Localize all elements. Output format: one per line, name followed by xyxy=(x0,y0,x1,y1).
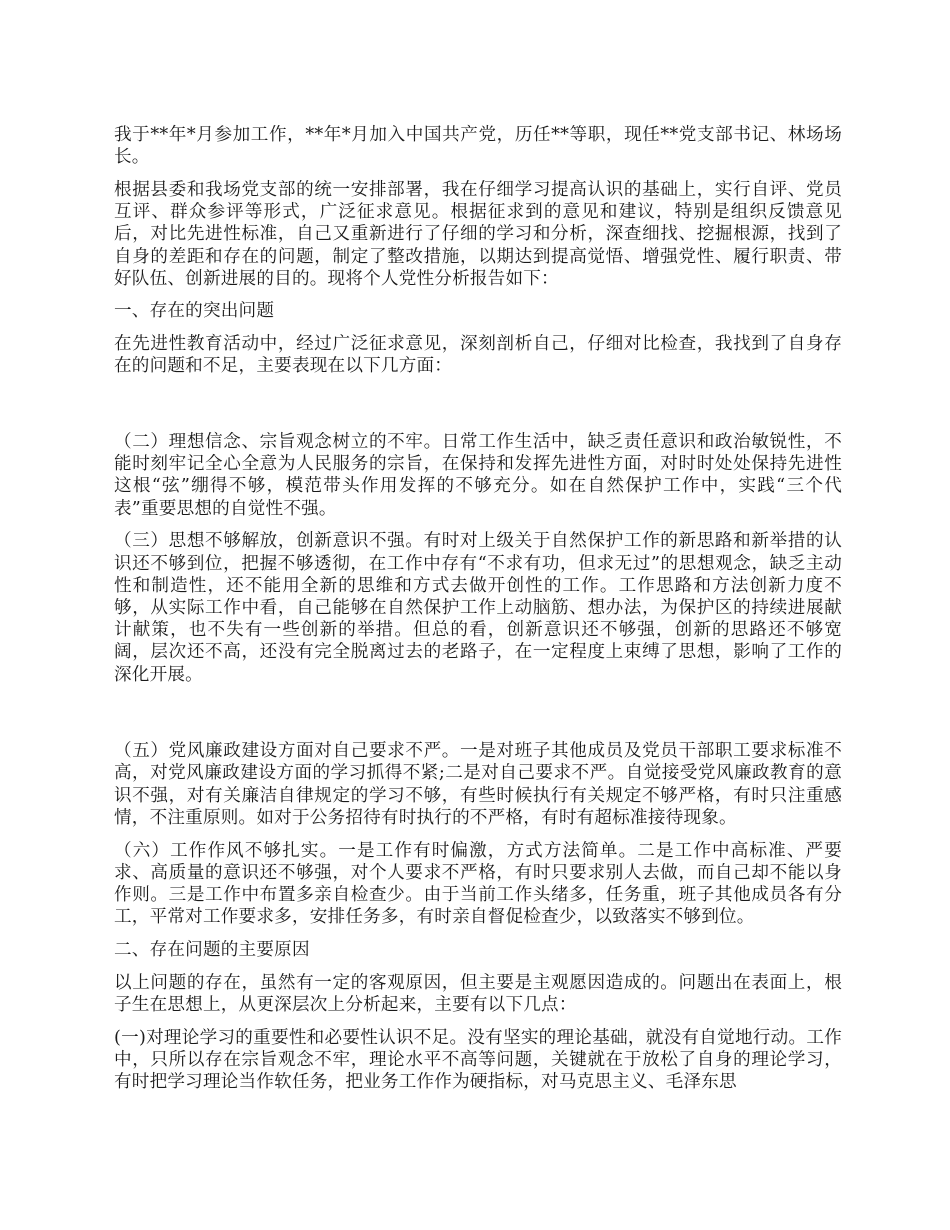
paragraph-intro: 我于**年*月参加工作，**年*月加入中国共产党，历任**等职，现任**党支部书记、林场场长。 xyxy=(114,125,842,168)
blank-gap xyxy=(114,696,842,740)
document-body xyxy=(114,124,842,1104)
section-heading-problems: 一、存在的突出问题 xyxy=(114,301,275,322)
paragraph-cause-1: (一)对理论学习的重要性和必要性认识不足。没有坚实的理论基础，就没有自觉地行动。工作中，只所以存在宗旨观念不牢，理论水平不高等问题，关键就在于放松了自身的理论学习，有时把学习理论当作软任务，把业务工作作为硬指标，对马克思主义、毛泽东思 xyxy=(114,1027,842,1092)
paragraph-problem-2: （二）理想信念、宗旨观念树立的不牢。日常工作生活中，缺乏责任意识和政治敏锐性，不能时刻牢记全心全意为人民服务的宗旨，在保持和发挥先进性方面，对时时处处保持先进性这根“弦”绷得不够，模范带头作用发挥的不够充分。如在自然保护工作中，实践“三个代表”重要思想的自觉性不强。 xyxy=(114,432,842,519)
section-heading-causes: 二、存在问题的主要原因 xyxy=(114,939,310,960)
paragraph-background: 根据县委和我场党支部的统一安排部署，我在仔细学习提高认识的基础上，实行自评、党员互评、群众参评等形式，广泛征求意见。根据征求到的意见和建议，特别是组织反馈意见后，对比先进性标准，自己又重新进行了仔细的学习和分析，深查细找、挖掘根源，找到了自身的差距和存在的问题，制定了整改措施，以期达到提高觉悟、增强党性、履行职责、带好队伍、创新进展的目的。现将个人党性分析报告如下： xyxy=(114,179,842,289)
paragraph-problem-5: （五）党风廉政建设方面对自己要求不严。一是对班子其他成员及党员干部职工要求标准不高，对党风廉政建设方面的学习抓得不紧;二是对自己要求不严。自觉接受党风廉政教育的意识不强，对有关廉洁自律规定的学习不够，有些时候执行有关规定不够严格，有时只注重感情，不注重原则。如对于公务招待有时执行的不严格，有时有超标准接待现象。 xyxy=(114,741,842,828)
paragraph-problems-intro: 在先进性教育活动中，经过广泛征求意见，深刻剖析自己，仔细对比检查，我找到了自身存在的问题和不足，主要表现在以下几方面： xyxy=(114,334,842,377)
blank-gap xyxy=(114,388,842,431)
paragraph-causes-intro: 以上问题的存在，虽然有一定的客观原因，但主要是主观愿因造成的。问题出在表面上，根子生在思想上，从更深层次上分析起来，主要有以下几点： xyxy=(114,972,842,1015)
paragraph-problem-3: （三）思想不够解放，创新意识不强。有时对上级关于自然保护工作的新思路和新举措的认识还不够到位，把握不够透彻，在工作中存有“不求有功，但求无过”的思想观念，缺乏主动性和制造性，还不能用全新的思维和方式去做开创性的工作。工作思路和方法创新力度不够，从实际工作中看，自己能够在自然保护工作上动脑筋、想办法，为保护区的持续进展献计献策，也不失有一些创新的举措。但总的看，创新意识还不够强，创新的思路还不够宽阔，层次还不高，还没有完全脱离过去的老路子，在一定程度上束缚了思想，影响了工作的深化开展。 xyxy=(114,531,842,685)
paragraph-problem-6: （六）工作作风不够扎实。一是工作有时偏激，方式方法简单。二是工作中高标准、严要求、高质量的意识还不够强，对个人要求不严格，有时只要求别人去做，而自己却不能以身作则。三是工作中布置多亲自检查少。由于当前工作头绪多，任务重，班子其他成员各有分工，平常对工作要求多，安排任务多，有时亲自督促检查少，以致落实不够到位。 xyxy=(114,840,842,928)
